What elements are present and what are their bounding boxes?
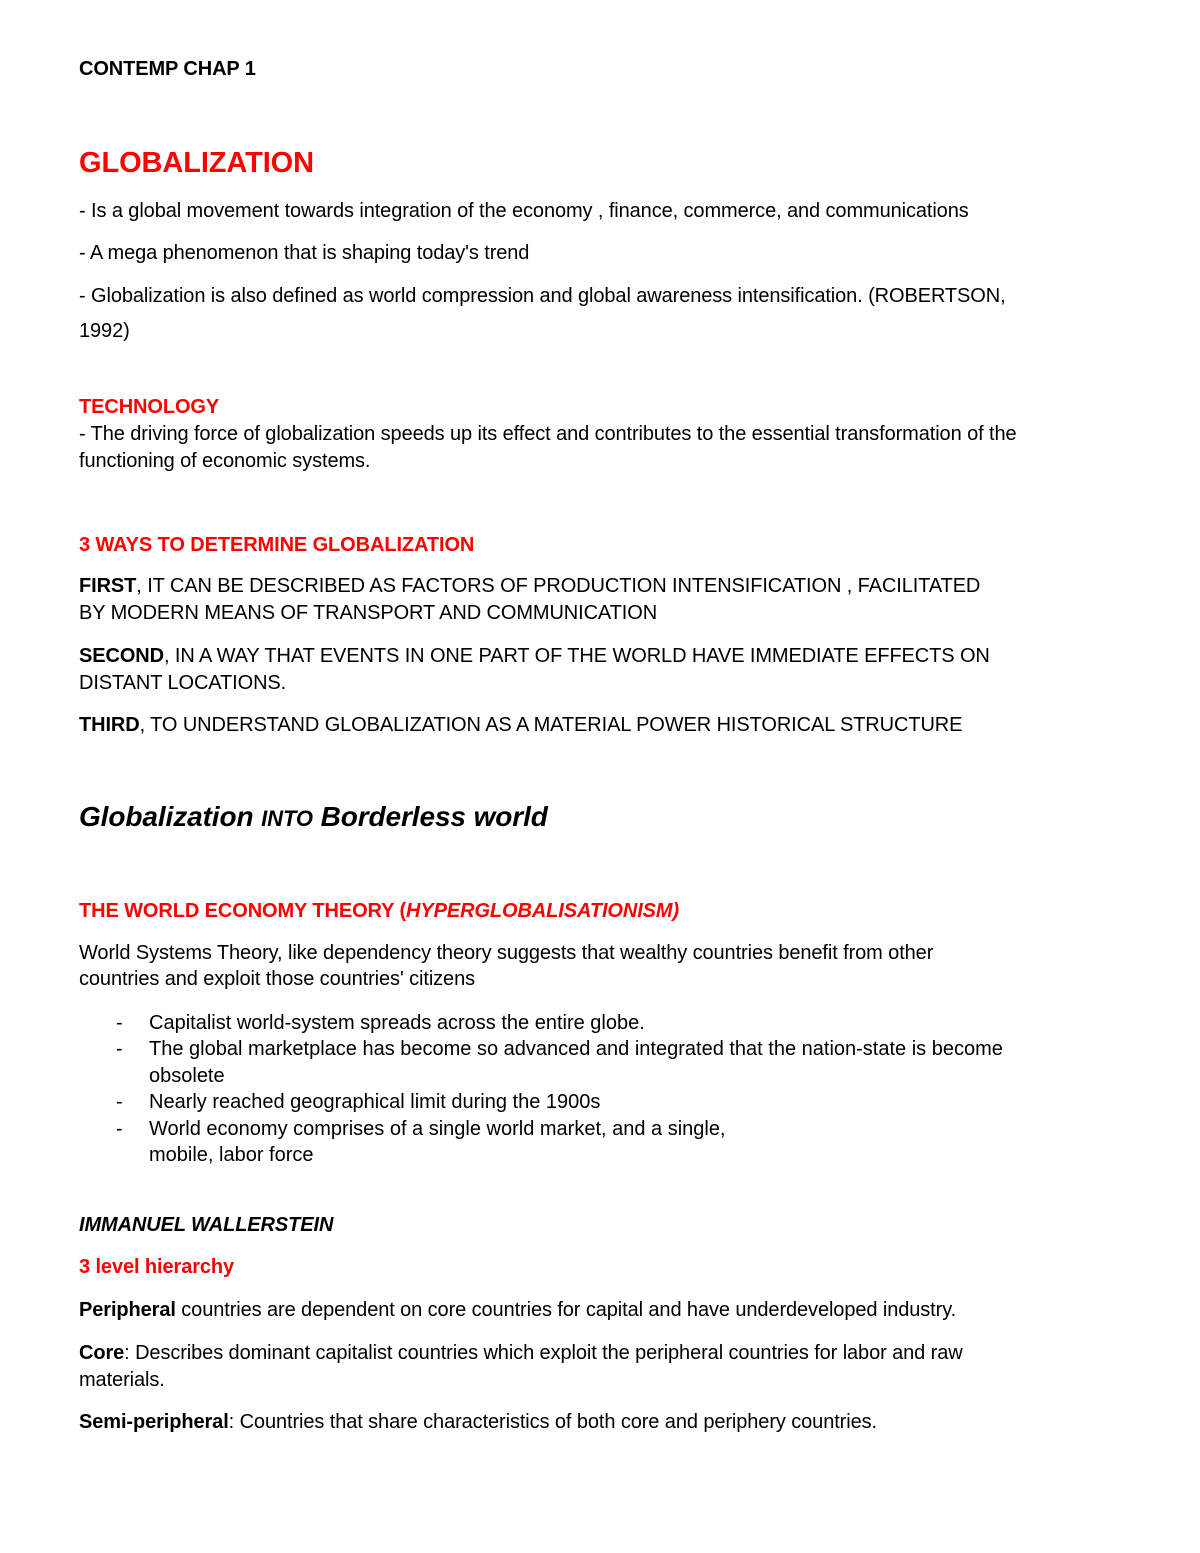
bullet-dash: - bbox=[116, 1038, 123, 1060]
peripheral-text: countries are dependent on core countries for capital and have underdeveloped industry. bbox=[175, 1299, 957, 1321]
way-first-cont: BY MODERN MEANS OF TRANSPORT AND COMMUNICATION bbox=[79, 602, 658, 624]
borderless-part-1: Globalization bbox=[79, 801, 262, 832]
world-economy-heading-main: THE WORLD ECONOMY THEORY ( bbox=[79, 900, 407, 922]
way-first bbox=[79, 573, 980, 599]
way-second-cont: DISTANT LOCATIONS. bbox=[79, 672, 287, 694]
semi-peripheral-label: Semi-peripheral bbox=[79, 1411, 229, 1433]
way-third-label: THIRD bbox=[79, 714, 140, 736]
wallerstein-name: IMMANUEL WALLERSTEIN bbox=[79, 1214, 334, 1236]
heading-borderless-world bbox=[79, 800, 548, 836]
borderless-part-2: INTO bbox=[261, 806, 313, 831]
globalization-point-1: - Is a global movement towards integration of the economy , finance, commerce, and communications bbox=[79, 200, 969, 222]
core-definition bbox=[79, 1340, 963, 1366]
bullet-dash: - bbox=[116, 1118, 123, 1140]
globalization-point-2: - A mega phenomenon that is shaping today's trend bbox=[79, 242, 530, 264]
way-second-label: SECOND bbox=[79, 645, 164, 667]
bullet-item-cont: mobile, labor force bbox=[149, 1144, 314, 1166]
semi-peripheral-definition bbox=[79, 1409, 877, 1435]
borderless-part-3: Borderless world bbox=[312, 801, 548, 832]
heading-world-economy-theory bbox=[79, 898, 679, 924]
world-economy-intro-1: World Systems Theory, like dependency theory suggests that wealthy countries benefit from other bbox=[79, 942, 934, 964]
way-second-text: , IN A WAY THAT EVENTS IN ONE PART OF THE WORLD HAVE IMMEDIATE EFFECTS ON bbox=[163, 645, 990, 667]
document-title: CONTEMP CHAP 1 bbox=[79, 58, 256, 80]
globalization-point-3-cont: 1992) bbox=[79, 320, 130, 342]
bullet-item: Capitalist world-system spreads across the entire globe. bbox=[149, 1012, 645, 1034]
globalization-point-3: - Globalization is also defined as world compression and global awareness intensification. (ROBERTSON, bbox=[79, 285, 1006, 307]
way-second bbox=[79, 643, 990, 669]
bullet-dash: - bbox=[116, 1012, 123, 1034]
way-first-label: FIRST bbox=[79, 575, 137, 597]
bullet-item: The global marketplace has become so advanced and integrated that the nation-state is become bbox=[149, 1038, 1003, 1060]
bullet-item: World economy comprises of a single world market, and a single, bbox=[149, 1118, 726, 1140]
technology-line-1: - The driving force of globalization speeds up its effect and contributes to the essential transformation of the bbox=[79, 423, 1017, 445]
heading-globalization: GLOBALIZATION bbox=[79, 147, 314, 179]
bullet-item-cont: obsolete bbox=[149, 1065, 225, 1087]
way-first-text: , IT CAN BE DESCRIBED AS FACTORS OF PRODUCTION INTENSIFICATION , FACILITATED bbox=[136, 575, 981, 597]
world-economy-intro-2: countries and exploit those countries' citizens bbox=[79, 968, 476, 990]
semi-peripheral-text: : Countries that share characteristics of both core and periphery countries. bbox=[228, 1411, 877, 1433]
heading-three-level-hierarchy: 3 level hierarchy bbox=[79, 1256, 235, 1278]
bullet-item: Nearly reached geographical limit during the 1900s bbox=[149, 1091, 601, 1113]
heading-technology: TECHNOLOGY bbox=[79, 396, 220, 418]
core-text: : Describes dominant capitalist countries which exploit the peripheral countries for labor and raw bbox=[124, 1342, 963, 1364]
way-third-text: , TO UNDERSTAND GLOBALIZATION AS A MATERIAL POWER HISTORICAL STRUCTURE bbox=[139, 714, 963, 736]
way-third bbox=[79, 712, 962, 738]
world-economy-heading-italic: HYPERGLOBALISATIONISM) bbox=[406, 900, 680, 922]
heading-three-ways: 3 WAYS TO DETERMINE GLOBALIZATION bbox=[79, 534, 475, 556]
peripheral-label: Peripheral bbox=[79, 1299, 176, 1321]
core-definition-cont: materials. bbox=[79, 1369, 165, 1391]
core-label: Core bbox=[79, 1342, 125, 1364]
bullet-dash: - bbox=[116, 1091, 123, 1113]
peripheral-definition bbox=[79, 1297, 956, 1323]
technology-line-2: functioning of economic systems. bbox=[79, 450, 371, 472]
